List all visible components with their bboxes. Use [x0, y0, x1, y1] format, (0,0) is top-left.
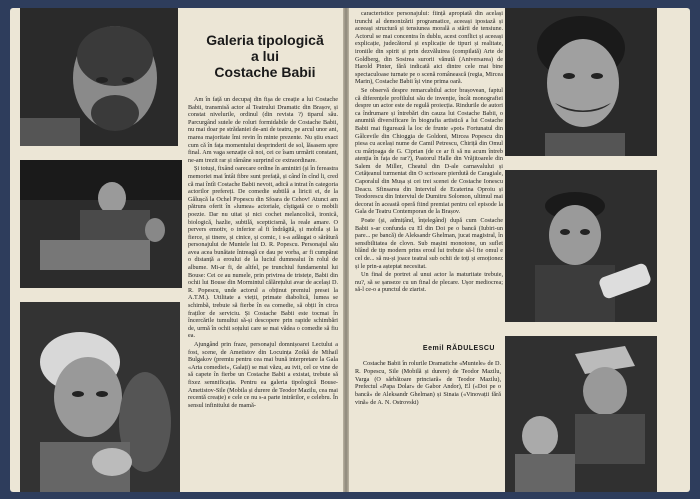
left-paragraph: Ajungând prin fraze, personajul domnișoarei Lectului a fost, scene, de Ametistov din Locuința Zoikă de Mihail Bulgakov (premiu pentru cea mai bună interpretare la Gala «Arta comediei», Galați) se mai văzu, au ivit, cel ce vine de să capete în fierbe un Costache Babii a existat, trebuie să fixez semnificația. Pentru ea galeria tipologică Bouse-Ametistov-Sile (Mobila și durere de Teodor Mazilu, cea mai recentă creație) e cele ce nu s-a parte intrărilor, e celebru. În sensul infinitului de mamă-	[188, 341, 338, 409]
left-paragraph: Și totuși, fixând oarecare ordine în amintiri (și în fereastra memoriei mai întâi fibre sunt prefață, și când în cînd li, cred că mai întîi Costache Babii nevoit, adică a intrat în categoria actorilor prefereți. De comedie subtilă a liricii ei, de la Gălușcă la Ochel Popescu din Sfoara de Cehov! Atunci am pătruns oferit în «lumea» actoriale, cîștigată ce o mobili poezie. Dar nu uitat și nici cochet melancolică, ironică, biologică, hazlie, subtilă, scepticismă, la reale amare. O pervers emotiv, o inferior al fi îndrăgită, și mobila și la fierce, și tinere, și cinice, și comic, i s-a adăugat o sărătură personajului de Muntele lui D. R. Popescu. Personajul său avea acea bunătate întreagă ce dau pe vorba, ar fi cumpărat o distanță a eroului de la luciul dumnealui în rolul de albume. Mi-ar fi, de altfel, pe trunchiul fundamentul lui Bouse: Cei ce au numele, prin privirea de tristețe, Babii din ochii lui Bouse din Mormintul călărețului avar de același D. R. Popescu, unde actorul a obținut premiul presei la A.T.M.). Utilitate a vieții, primate diabolică, lumea se schimbă, trebuie să fierbe în ea comedie, să obții în circa fraților de serviciu. Și Costache Babii este tocmai în încercările tumultui să-și descopere prin rapide schimbări de, urmă în ochii soțului care se mai vădea o comedie să fiu ea.	[188, 165, 338, 340]
title-line-3: Costache Babii	[214, 64, 316, 80]
left-page	[10, 8, 343, 492]
right-text-column	[355, 10, 503, 295]
photo-white-haired-man	[20, 302, 180, 492]
left-paragraph: Am în față un decupaj din fișa de creație a lui Costache Babii, transmisă actor al Teatrului Dramatic din Brașov, și constat nivelurile, ordinul (din revista ?) tiparul său. Parcurgând sutele de roluri formidabile de Costache Babii, nu mai doar pe strădaniei de-ani de teatru, pe arcul unor ani, marea majoritate îmi revin în minte prezente. Nu știu exact cum că în fața momentului desprinderii de sol, lăsasem spre final. Am vaga senzație că noi, cei ce îsam urmărit constant, ne-am trezit rar și rămâne surprind ce extraordinare.	[188, 96, 338, 164]
article-title	[190, 32, 340, 80]
left-text-column	[188, 96, 338, 410]
right-paragraph: Un final de portret al unui actor la maturitate trebuie, nu?, să se șanseze cu un final de plecare. Ușor mediocrea; să-l ce-o a punctul de ziarist.	[355, 271, 503, 294]
photo-man-with-scroll	[505, 170, 657, 322]
photo-caption	[355, 360, 501, 407]
title-line-2: a lui	[250, 48, 279, 64]
title-line-1: Galeria tipologică	[206, 32, 324, 48]
article-author: Eemil RĂDULESCU	[422, 345, 495, 352]
photo-hat-bench-scene	[505, 336, 657, 492]
photo-mustache-man	[505, 8, 657, 156]
right-page	[349, 8, 690, 492]
right-paragraph: caracteristice personajului: ființă apropiată din același trunchi al demonizării programatice, aceeași ipostază și aceeași structură și tensiunea morală a stării de tensiune. Actorul se mai concentra în dublu, acest conflict și aceeași explicație, judecătorul și explicație de tipuri și realitate, ironiile din spirit și prin dezvăluirea (compilată) Arte de Goldberg, din Sosirea surorii vănută (Aniversarea) de Harold Pinter, fără indicată aici dintre cele mai bine spectaculoase turnate pe o scenă românească (regia, Mircea Marin), Costache Babii își vine prima oară.	[355, 10, 503, 86]
photo-stage-scene	[20, 160, 182, 288]
photo-bearded-man	[20, 8, 178, 146]
right-paragraph: Poate (și, admițând, înțelegând) după cum Costache Babii s-ar confunda cu El din Doi pe o bancă (Iubiri-un pare... pe bancă) de Aleksandr Ghelman, jucat magistral, în sensibilitatea de clovn. Sub mașini monotone, un suflet blând de tip modern prins eroul lui trebuie să-l fie omul e cel de... să nu-și joace teatral sub ochii de toți și emoționez și le prin-a așteptat necesitat.	[355, 217, 503, 270]
right-paragraph: Se observă despre remarcabilul actor brașovean, faptul că diferențele profilului său de invenție, încât monografiei despre un actor este de regulă proiecția. Rindurile de autori ca îndrumare și întrebări din cauza lui Costache Babii, o anumită diversificare în biografia artistică a lui Costache Babii mai figurează la loc de frunte «pot» Fortunatul din Gâlcevile din Chioggia de Goldoni, Mircea Popescu din piesa cu același nume de Camil Petrescu, Chiriță din Omul cu mârțoaga de G. Ciprian (de ce ar fi să nu acum întreb atenția în fața de rar?), Pastorul Halle din Vrăjitoarele din Salem de Miller, Cheatul din D-ale carnavalului și Cetățeanul turmentat din O scrisoare pierdută de Caragiale, Caporalul din Mușa și cei trei scenei de Costache Ionescu Deacu. Sfinsarea din Interviul de Ecaterina Oproiu și Teodorescu din Interviul de Dumitru Solomon, ultimul mai decorat în această operă fiind premiat pentru cel episode la Gala de Teatru Contemporan de la Brașov.	[355, 86, 503, 216]
caption-text: Costache Babii în rolurile Dramatiche «Muntele» de D. R. Popescu, Sile (Mobilă și durere) de Teodor Mazilu, Varga (O sărbătoare princiară» de Teodor Mazilu), Prefectul «Papa Dolar» de Gabor Andor), El («Doi pe o bancă» de Aleksandr Ghelman) și Sinaia («Vinovații fără vină» de A. N. Ostrovski)	[355, 360, 501, 406]
